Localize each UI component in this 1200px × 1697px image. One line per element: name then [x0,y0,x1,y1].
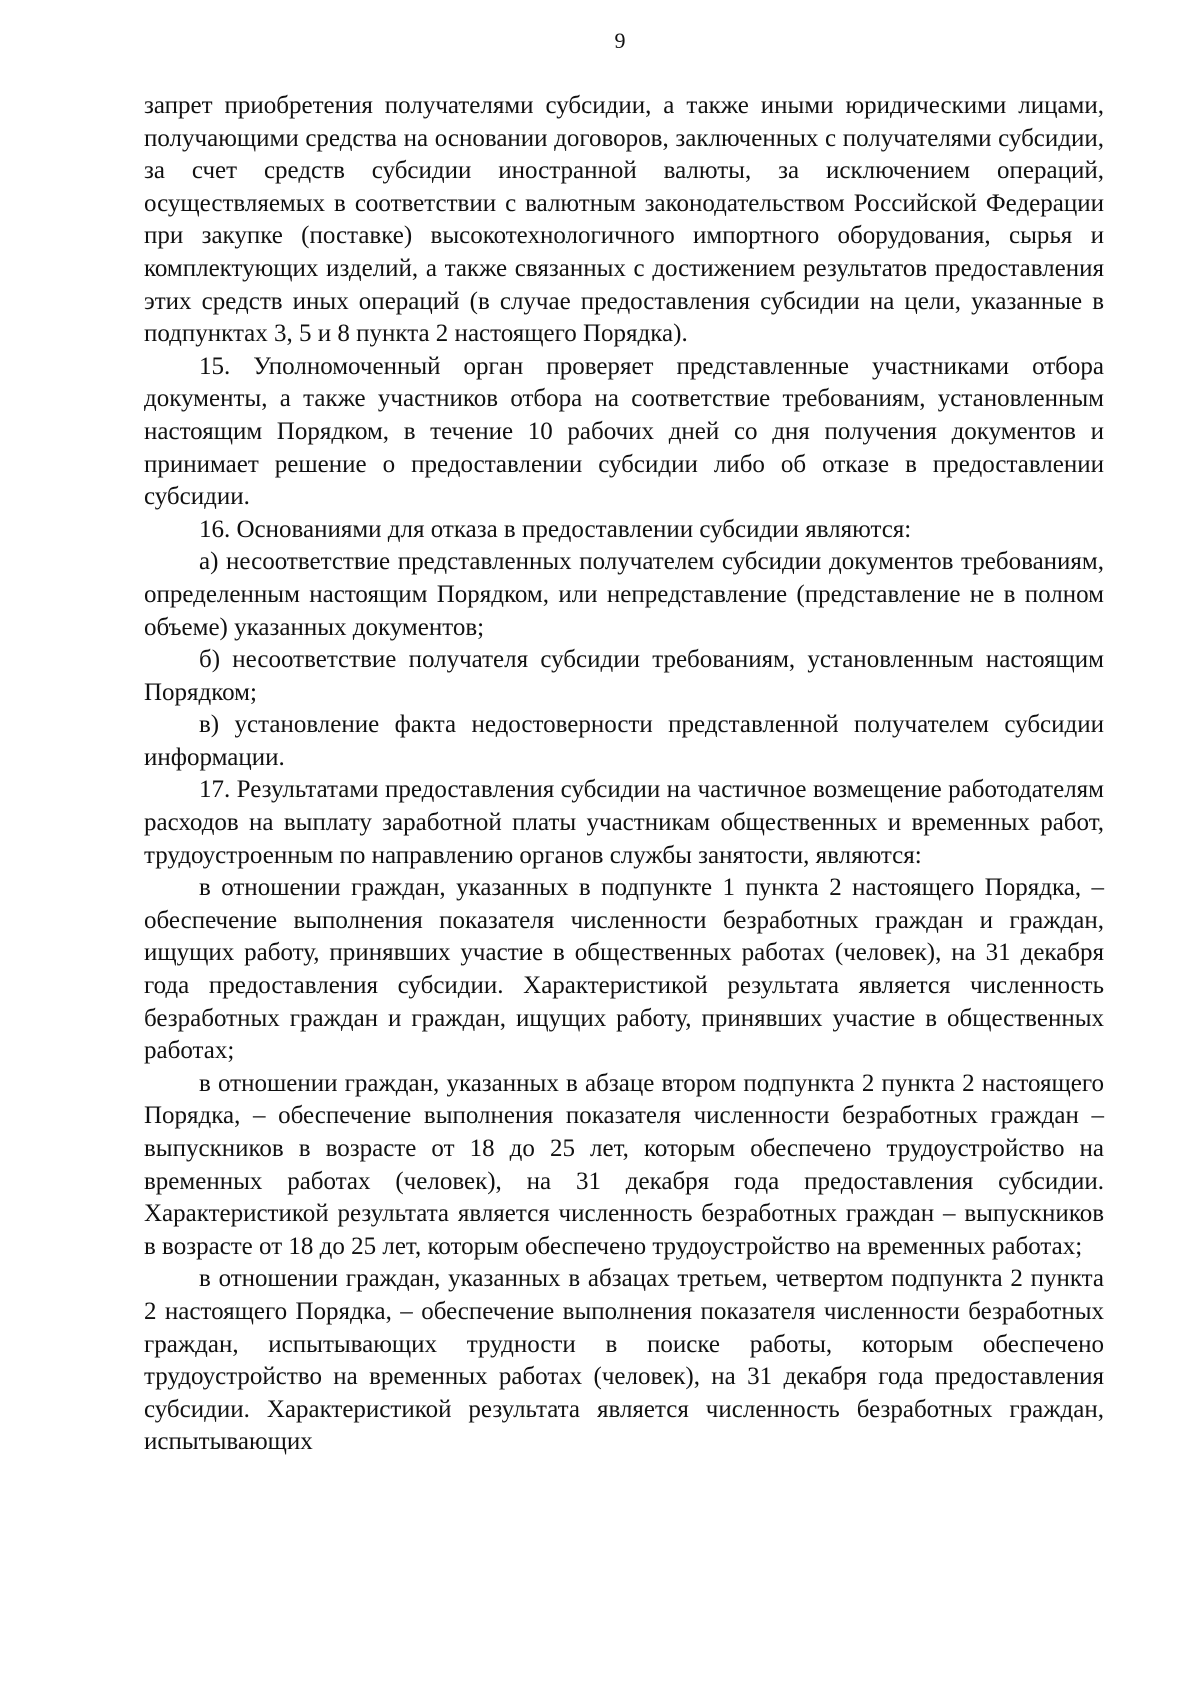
paragraph-17-item-3: в отношении граждан, указанных в абзацах третьем, четвертом подпункта 2 пункта 2 настоящего Порядка, – обеспечение выполнения показателя численности безработных граждан, испытывающих трудности в поиске работы, которым обеспечено трудоустройство на временных работах (человек), на 31 декабря года предоставления субсидии. Характеристикой результата является численность безработных граждан, испытывающих [144,1265,1104,1456]
paragraph-16-a: а) несоответствие представленных получателем субсидии документов требованиям, определенным настоящим Порядком, или непредставление (представление не в полном объеме) указанных документов; [144,548,1104,641]
paragraph-continuation: запрет приобретения получателями субсидии, а также иными юридическими лицами, получающими средства на основании договоров, заключенных с получателями субсидии, за счет средств субсидии иностранной валюты, за исключением операций, осуществляемых в соответствии с валютным законодательством Российской Федерации при закупке (поставке) высокотехнологичного импортного оборудования, сырья и комплектующих изделий, а также связанных с достижением результатов предоставления этих средств иных операций (в случае предоставления субсидии на цели, указанные в подпунктах 3, 5 и 8 пункта 2 настоящего Порядка). [144,92,1104,348]
paragraph-16: 16. Основаниями для отказа в предоставлении субсидии являются: [199,515,912,543]
paragraph-16-v: в) установление факта недостоверности представленной получателем субсидии информации. [144,711,1104,771]
paragraph-17: 17. Результатами предоставления субсидии на частичное возмещение работодателям расходов на выплату заработной платы участникам общественных и временных работ, трудоустроенным по направлению органов службы занятости, являются: [144,776,1104,869]
paragraph-17-item-1: в отношении граждан, указанных в подпункте 1 пункта 2 настоящего Порядка, – обеспечение выполнения показателя численности безработных граждан и граждан, ищущих работу, принявших участие в общественных работах (человек), на 31 декабря года предоставления субсидии. Характеристикой результата является численность безработных граждан и граждан, ищущих работу, принявших участие в общественных работах; [144,874,1104,1065]
paragraph-16-b: б) несоответствие получателя субсидии требованиям, установленным настоящим Порядком; [144,646,1104,706]
document-body [144,90,1104,1459]
paragraph-15: 15. Уполномоченный орган проверяет представленные участниками отбора документы, а также участников отбора на соответствие требованиям, установленным настоящим Порядком, в течение 10 рабочих дней со дня получения документов и принимает решение о предоставлении субсидии либо об отказе в предоставлении субсидии. [144,352,1104,511]
page-number: 9 [614,28,626,53]
paragraph-17-item-2: в отношении граждан, указанных в абзаце втором подпункта 2 пункта 2 настоящего Порядка, – обеспечение выполнения показателя численности безработных граждан – выпускников в возрасте от 18 до 25 лет, которым обеспечено трудоустройство на временных работах (человек), на 31 декабря года предоставления субсидии. Характеристикой результата является численность безработных граждан – выпускников в возрасте от 18 до 25 лет, которым обеспечено трудоустройство на временных работах; [144,1069,1104,1260]
